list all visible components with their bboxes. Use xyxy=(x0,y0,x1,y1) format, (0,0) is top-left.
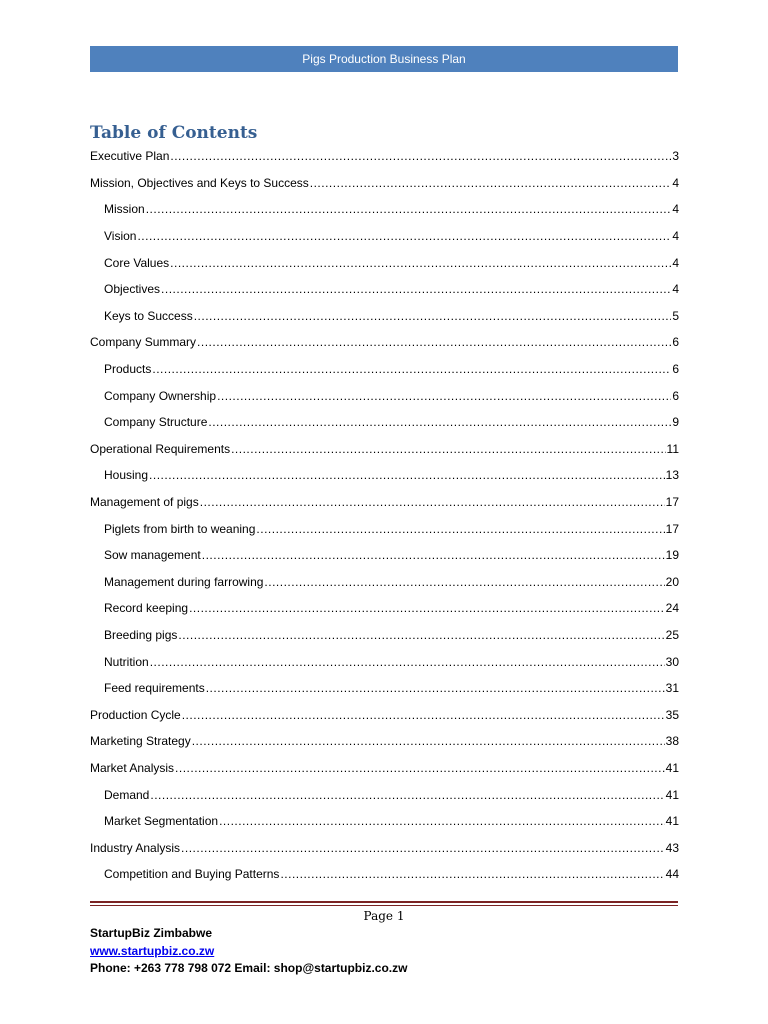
toc-entry-page: 9 xyxy=(672,415,679,430)
toc-entry-label: Breeding pigs xyxy=(104,627,178,642)
toc-entry-page: 19 xyxy=(665,548,679,563)
toc-entry-page: 24 xyxy=(665,601,679,616)
toc-entry-label: Housing xyxy=(104,468,149,483)
page-number: Page 1 xyxy=(363,909,405,923)
toc-entry-page: 6 xyxy=(672,335,679,350)
toc-heading: Table of Contents xyxy=(90,123,258,143)
toc-entry-label: Industry Analysis xyxy=(90,840,181,855)
toc-entry-label: Production Cycle xyxy=(90,707,181,722)
toc-entry-page: 4 xyxy=(672,282,679,297)
toc-leader-dots xyxy=(219,814,665,828)
toc-entry[interactable] xyxy=(90,595,679,622)
toc-entry[interactable] xyxy=(90,728,679,755)
toc-leader-dots xyxy=(194,309,672,323)
toc-leader-dots xyxy=(146,202,672,216)
toc-entry-page: 4 xyxy=(672,202,679,217)
toc-entry-page: 6 xyxy=(672,362,679,377)
toc-leader-dots xyxy=(175,761,665,775)
toc-leader-dots xyxy=(231,442,665,456)
toc-leader-dots xyxy=(170,256,671,270)
toc-entry[interactable] xyxy=(90,276,679,303)
toc-entry-label: Sow management xyxy=(104,548,201,563)
toc-entry[interactable] xyxy=(90,622,679,649)
website-link[interactable]: www.startupbiz.co.zw xyxy=(90,943,215,958)
toc-entry[interactable] xyxy=(90,329,679,356)
table-of-contents xyxy=(90,143,679,888)
toc-entry-page: 25 xyxy=(665,627,679,642)
toc-leader-dots xyxy=(208,415,671,429)
toc-entry-label: Core Values xyxy=(104,255,170,270)
toc-leader-dots xyxy=(178,628,664,642)
toc-entry[interactable] xyxy=(90,808,679,835)
toc-entry[interactable] xyxy=(90,781,679,808)
toc-entry-page: 44 xyxy=(665,867,679,882)
toc-leader-dots xyxy=(264,575,664,589)
toc-entry[interactable] xyxy=(90,834,679,861)
toc-entry-label: Marketing Strategy xyxy=(90,734,191,749)
toc-entry-label: Demand xyxy=(104,787,150,802)
toc-entry-label: Management of pigs xyxy=(90,495,199,510)
toc-entry[interactable] xyxy=(90,436,679,463)
footer-contact-block xyxy=(90,925,407,978)
toc-entry-page: 4 xyxy=(672,175,679,190)
toc-entry[interactable] xyxy=(90,223,679,250)
toc-entry-page: 35 xyxy=(665,707,679,722)
toc-leader-dots xyxy=(182,708,665,722)
toc-entry-label: Vision xyxy=(104,229,137,244)
toc-entry[interactable] xyxy=(90,409,679,436)
toc-entry[interactable] xyxy=(90,675,679,702)
toc-entry[interactable] xyxy=(90,489,679,516)
toc-leader-dots xyxy=(217,389,671,403)
toc-entry-label: Nutrition xyxy=(104,654,149,669)
toc-entry[interactable] xyxy=(90,515,679,542)
toc-entry-label: Keys to Success xyxy=(104,308,193,323)
toc-entry[interactable] xyxy=(90,356,679,383)
toc-entry-label: Executive Plan xyxy=(90,149,170,164)
toc-leader-dots xyxy=(181,841,665,855)
toc-entry-label: Company Structure xyxy=(104,415,208,430)
toc-entry[interactable] xyxy=(90,701,679,728)
toc-entry-page: 5 xyxy=(672,308,679,323)
toc-entry-label: Market Segmentation xyxy=(104,814,219,829)
toc-entry-label: Competition and Buying Patterns xyxy=(104,867,280,882)
toc-entry-label: Operational Requirements xyxy=(90,441,231,456)
toc-entry-label: Piglets from birth to weaning xyxy=(104,521,256,536)
toc-leader-dots xyxy=(202,548,665,562)
toc-entry-page: 17 xyxy=(665,495,679,510)
header-title: Pigs Production Business Plan xyxy=(302,52,466,66)
toc-entry[interactable] xyxy=(90,755,679,782)
toc-entry-page: 41 xyxy=(665,787,679,802)
toc-entry-page: 31 xyxy=(665,681,679,696)
toc-entry-page: 3 xyxy=(672,149,679,164)
toc-leader-dots xyxy=(206,681,665,695)
toc-leader-dots xyxy=(150,788,664,802)
toc-entry[interactable] xyxy=(90,861,679,888)
toc-entry-page: 11 xyxy=(666,441,679,456)
toc-leader-dots xyxy=(189,601,665,615)
toc-entry-page: 13 xyxy=(665,468,679,483)
company-name: StartupBiz Zimbabwe xyxy=(90,926,213,940)
toc-entry[interactable] xyxy=(90,542,679,569)
toc-entry-page: 6 xyxy=(672,388,679,403)
toc-entry-label: Record keeping xyxy=(104,601,189,616)
toc-entry-label: Objectives xyxy=(104,282,161,297)
toc-entry-label: Management during farrowing xyxy=(104,574,264,589)
toc-leader-dots xyxy=(150,655,665,669)
toc-entry-page: 4 xyxy=(672,255,679,270)
toc-leader-dots xyxy=(200,495,665,509)
contact-info: Phone: +263 778 798 072 Email: shop@startupbiz.co.zw xyxy=(90,961,408,975)
document-header xyxy=(90,46,678,72)
toc-leader-dots xyxy=(152,362,671,376)
toc-leader-dots xyxy=(256,522,664,536)
toc-entry-page: 17 xyxy=(665,521,679,536)
toc-entry-label: Mission, Objectives and Keys to Success xyxy=(90,175,309,190)
toc-entry-label: Company Ownership xyxy=(104,388,217,403)
footer-divider xyxy=(90,901,678,906)
toc-entry[interactable] xyxy=(90,648,679,675)
toc-leader-dots xyxy=(161,282,671,296)
toc-entry[interactable] xyxy=(90,462,679,489)
toc-entry-page: 41 xyxy=(665,814,679,829)
toc-entry-page: 20 xyxy=(665,574,679,589)
toc-entry-label: Market Analysis xyxy=(90,760,175,775)
toc-leader-dots xyxy=(149,468,665,482)
toc-entry-label: Company Summary xyxy=(90,335,197,350)
toc-leader-dots xyxy=(137,229,671,243)
toc-leader-dots xyxy=(280,867,664,881)
toc-entry-page: 4 xyxy=(672,229,679,244)
toc-entry[interactable] xyxy=(90,170,679,197)
toc-entry[interactable] xyxy=(90,249,679,276)
toc-entry[interactable] xyxy=(90,382,679,409)
toc-entry[interactable] xyxy=(90,143,679,170)
toc-entry-page: 41 xyxy=(665,760,679,775)
toc-entry[interactable] xyxy=(90,303,679,330)
toc-entry-page: 43 xyxy=(665,840,679,855)
toc-leader-dots xyxy=(197,335,671,349)
toc-entry[interactable] xyxy=(90,569,679,596)
toc-entry-page: 30 xyxy=(665,654,679,669)
toc-leader-dots xyxy=(170,149,671,163)
toc-entry-label: Products xyxy=(104,362,152,377)
toc-entry-label: Feed requirements xyxy=(104,681,205,696)
toc-entry-label: Mission xyxy=(104,202,145,217)
toc-entry[interactable] xyxy=(90,196,679,223)
toc-leader-dots xyxy=(310,176,672,190)
toc-leader-dots xyxy=(192,734,665,748)
toc-entry-page: 38 xyxy=(665,734,679,749)
